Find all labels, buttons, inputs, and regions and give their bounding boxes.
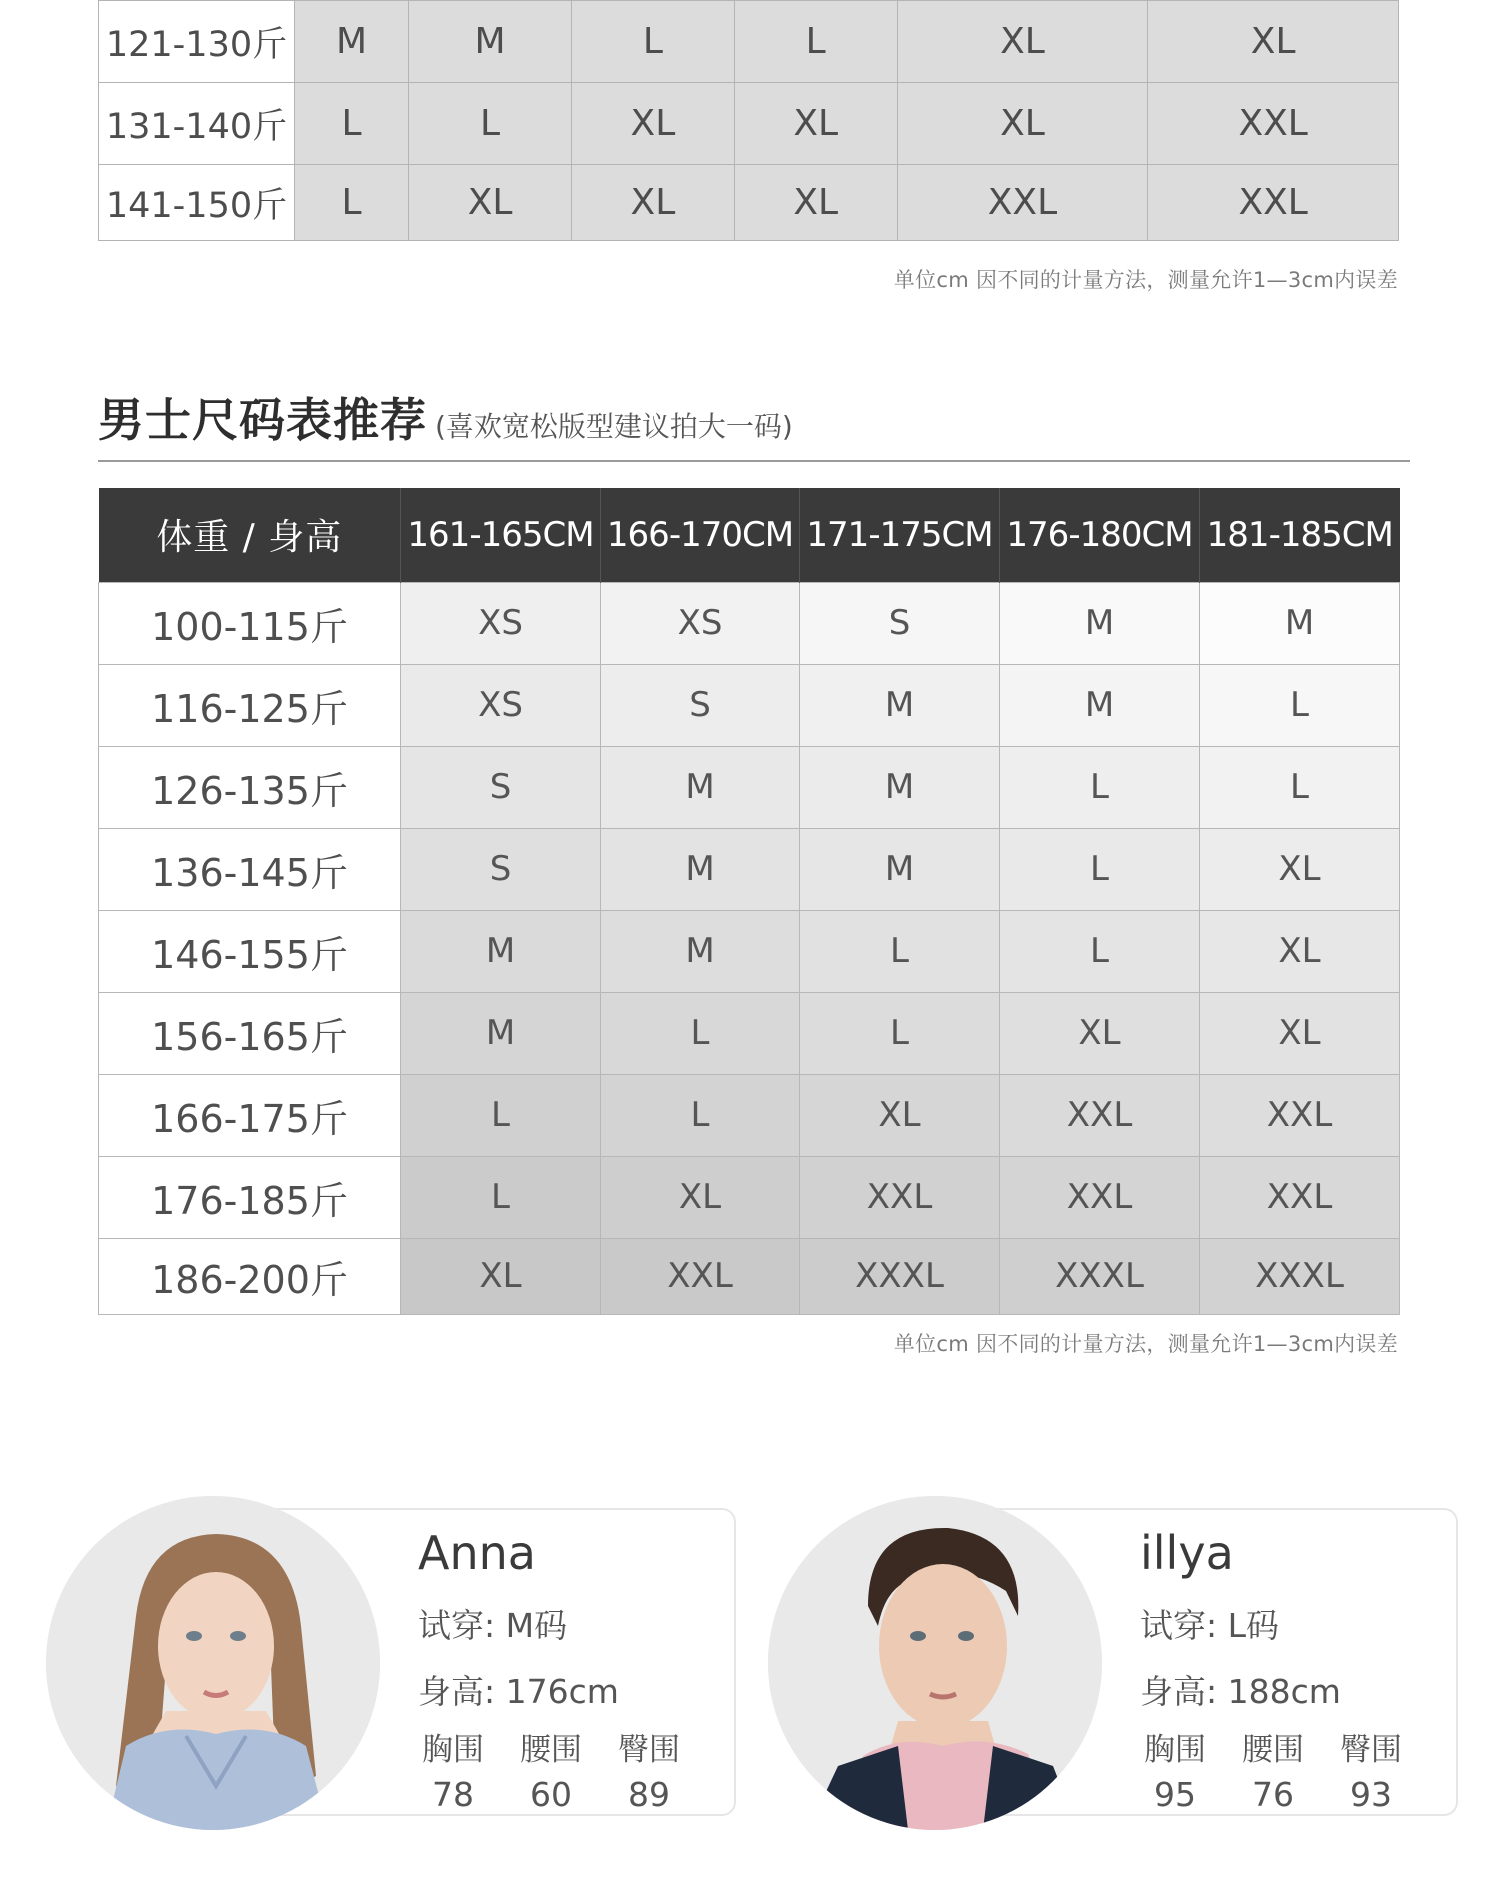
model-photo-illya [768,1496,1102,1830]
measurement-value: 76 [1252,1775,1294,1814]
size-cell: M [401,910,601,992]
size-cell: XL [800,1074,1000,1156]
size-cell: XXL [1000,1074,1200,1156]
size-cell: M [1200,582,1400,664]
measurement-hip [614,1724,684,1814]
size-cell: M [800,828,1000,910]
model-measurements [418,1724,684,1814]
size-cell: L [800,910,1000,992]
size-cell: XL [1200,992,1400,1074]
men-size-title: 男士尺码表推荐 [98,393,427,447]
table-row [99,664,1400,746]
measurement-label: 臀围 [1340,1732,1402,1768]
size-cell: L [601,1074,800,1156]
weight-range-label: 136-145斤 [99,828,401,910]
size-cell: XL [897,1,1148,83]
size-cell: M [800,664,1000,746]
weight-range-label: 126-135斤 [99,746,401,828]
measurement-hip [1336,1724,1406,1814]
size-cell: XXL [1200,1074,1400,1156]
size-cell: L [601,992,800,1074]
measurement-chest [1140,1724,1210,1814]
measurement-label: 臀围 [618,1732,680,1768]
women-size-table-partial [98,0,1399,241]
size-cell: XS [601,582,800,664]
size-cell: L [800,992,1000,1074]
height-range-header: 171-175CM [800,488,1000,582]
size-cell: L [409,83,572,165]
size-cell: XXXL [1200,1238,1400,1314]
table-row [99,83,1399,165]
size-cell: XL [1148,1,1399,83]
table-row [99,1238,1400,1314]
weight-range-label: 121-130斤 [99,1,295,83]
table-row [99,992,1400,1074]
size-cell: XXL [1000,1156,1200,1238]
size-cell: M [409,1,572,83]
model-height: 身高: 188cm [1140,1672,1341,1711]
model-try-on-size: 试穿: L码 [1140,1606,1279,1645]
size-cell: XL [1000,992,1200,1074]
size-cell: L [295,165,409,241]
heading-divider [98,460,1410,462]
measurement-label: 胸围 [1144,1732,1206,1768]
measurement-value: 78 [432,1775,474,1814]
table-row [99,910,1400,992]
size-cell: L [1200,746,1400,828]
measurement-waist [516,1724,586,1814]
height-range-header: 166-170CM [601,488,800,582]
size-cell: S [601,664,800,746]
weight-range-label: 141-150斤 [99,165,295,241]
measurement-note: 单位cm 因不同的计量方法，测量允许1—3cm内误差 [893,1332,1398,1356]
size-cell: XL [1200,828,1400,910]
size-cell: XXL [1200,1156,1400,1238]
model-photo-anna [46,1496,380,1830]
size-cell: L [295,83,409,165]
height-range-header: 176-180CM [1000,488,1200,582]
size-cell: XXXL [1000,1238,1200,1314]
table-row [99,1,1399,83]
size-cell: L [1200,664,1400,746]
model-card-anna [46,1508,736,1816]
model-name: illya [1140,1526,1234,1580]
table-row [99,746,1400,828]
size-cell: XS [401,664,601,746]
men-size-table [98,488,1400,1315]
corner-header: 体重 / 身高 [99,488,401,582]
men-size-subtitle: (喜欢宽松版型建议拍大一码) [435,410,793,443]
table-row [99,1156,1400,1238]
model-height: 身高: 176cm [418,1672,619,1711]
size-cell: XXL [601,1238,800,1314]
size-cell: M [401,992,601,1074]
size-cell: L [1000,828,1200,910]
weight-range-label: 186-200斤 [99,1238,401,1314]
measurement-value: 95 [1154,1775,1196,1814]
measurement-value: 89 [628,1775,670,1814]
weight-range-label: 116-125斤 [99,664,401,746]
measurement-value: 93 [1350,1775,1392,1814]
size-cell: XL [409,165,572,241]
size-cell: XXXL [800,1238,1000,1314]
model-try-on-size: 试穿: M码 [418,1606,568,1645]
size-cell: L [401,1074,601,1156]
table-row [99,828,1400,910]
measurement-waist [1238,1724,1308,1814]
size-cell: XXL [1148,165,1399,241]
size-cell: XL [571,165,734,241]
size-cell: L [1000,910,1200,992]
size-cell: XXL [800,1156,1000,1238]
measurement-label: 胸围 [422,1732,484,1768]
measurement-label: 腰围 [1242,1732,1304,1768]
men-size-heading [98,384,793,450]
size-cell: M [601,746,800,828]
weight-range-label: 146-155斤 [99,910,401,992]
size-cell: L [401,1156,601,1238]
table-row [99,165,1399,241]
measurement-label: 腰围 [520,1732,582,1768]
height-range-header: 161-165CM [401,488,601,582]
size-cell: XXL [1148,83,1399,165]
size-cell: M [295,1,409,83]
size-cell: XL [1200,910,1400,992]
size-cell: S [401,746,601,828]
size-cell: L [571,1,734,83]
size-cell: XL [734,83,897,165]
size-cell: S [401,828,601,910]
weight-range-label: 100-115斤 [99,582,401,664]
weight-range-label: 176-185斤 [99,1156,401,1238]
size-cell: L [734,1,897,83]
size-cell: XL [897,83,1148,165]
size-cell: XL [734,165,897,241]
size-cell: XL [601,1156,800,1238]
size-cell: M [601,910,800,992]
measurement-value: 60 [530,1775,572,1814]
size-cell: XXL [897,165,1148,241]
weight-range-label: 166-175斤 [99,1074,401,1156]
table-row [99,582,1400,664]
size-cell: M [601,828,800,910]
weight-range-label: 156-165斤 [99,992,401,1074]
size-cell: M [1000,664,1200,746]
size-cell: XL [571,83,734,165]
measurement-chest [418,1724,488,1814]
model-card-illya [768,1508,1458,1816]
model-measurements [1140,1724,1406,1814]
model-name: Anna [418,1526,536,1580]
size-cell: XL [401,1238,601,1314]
measurement-note: 单位cm 因不同的计量方法，测量允许1—3cm内误差 [893,268,1398,292]
size-cell: L [1000,746,1200,828]
size-cell: M [1000,582,1200,664]
weight-range-label: 131-140斤 [99,83,295,165]
size-cell: S [800,582,1000,664]
size-cell: XS [401,582,601,664]
table-row [99,1074,1400,1156]
height-range-header: 181-185CM [1200,488,1400,582]
size-cell: M [800,746,1000,828]
